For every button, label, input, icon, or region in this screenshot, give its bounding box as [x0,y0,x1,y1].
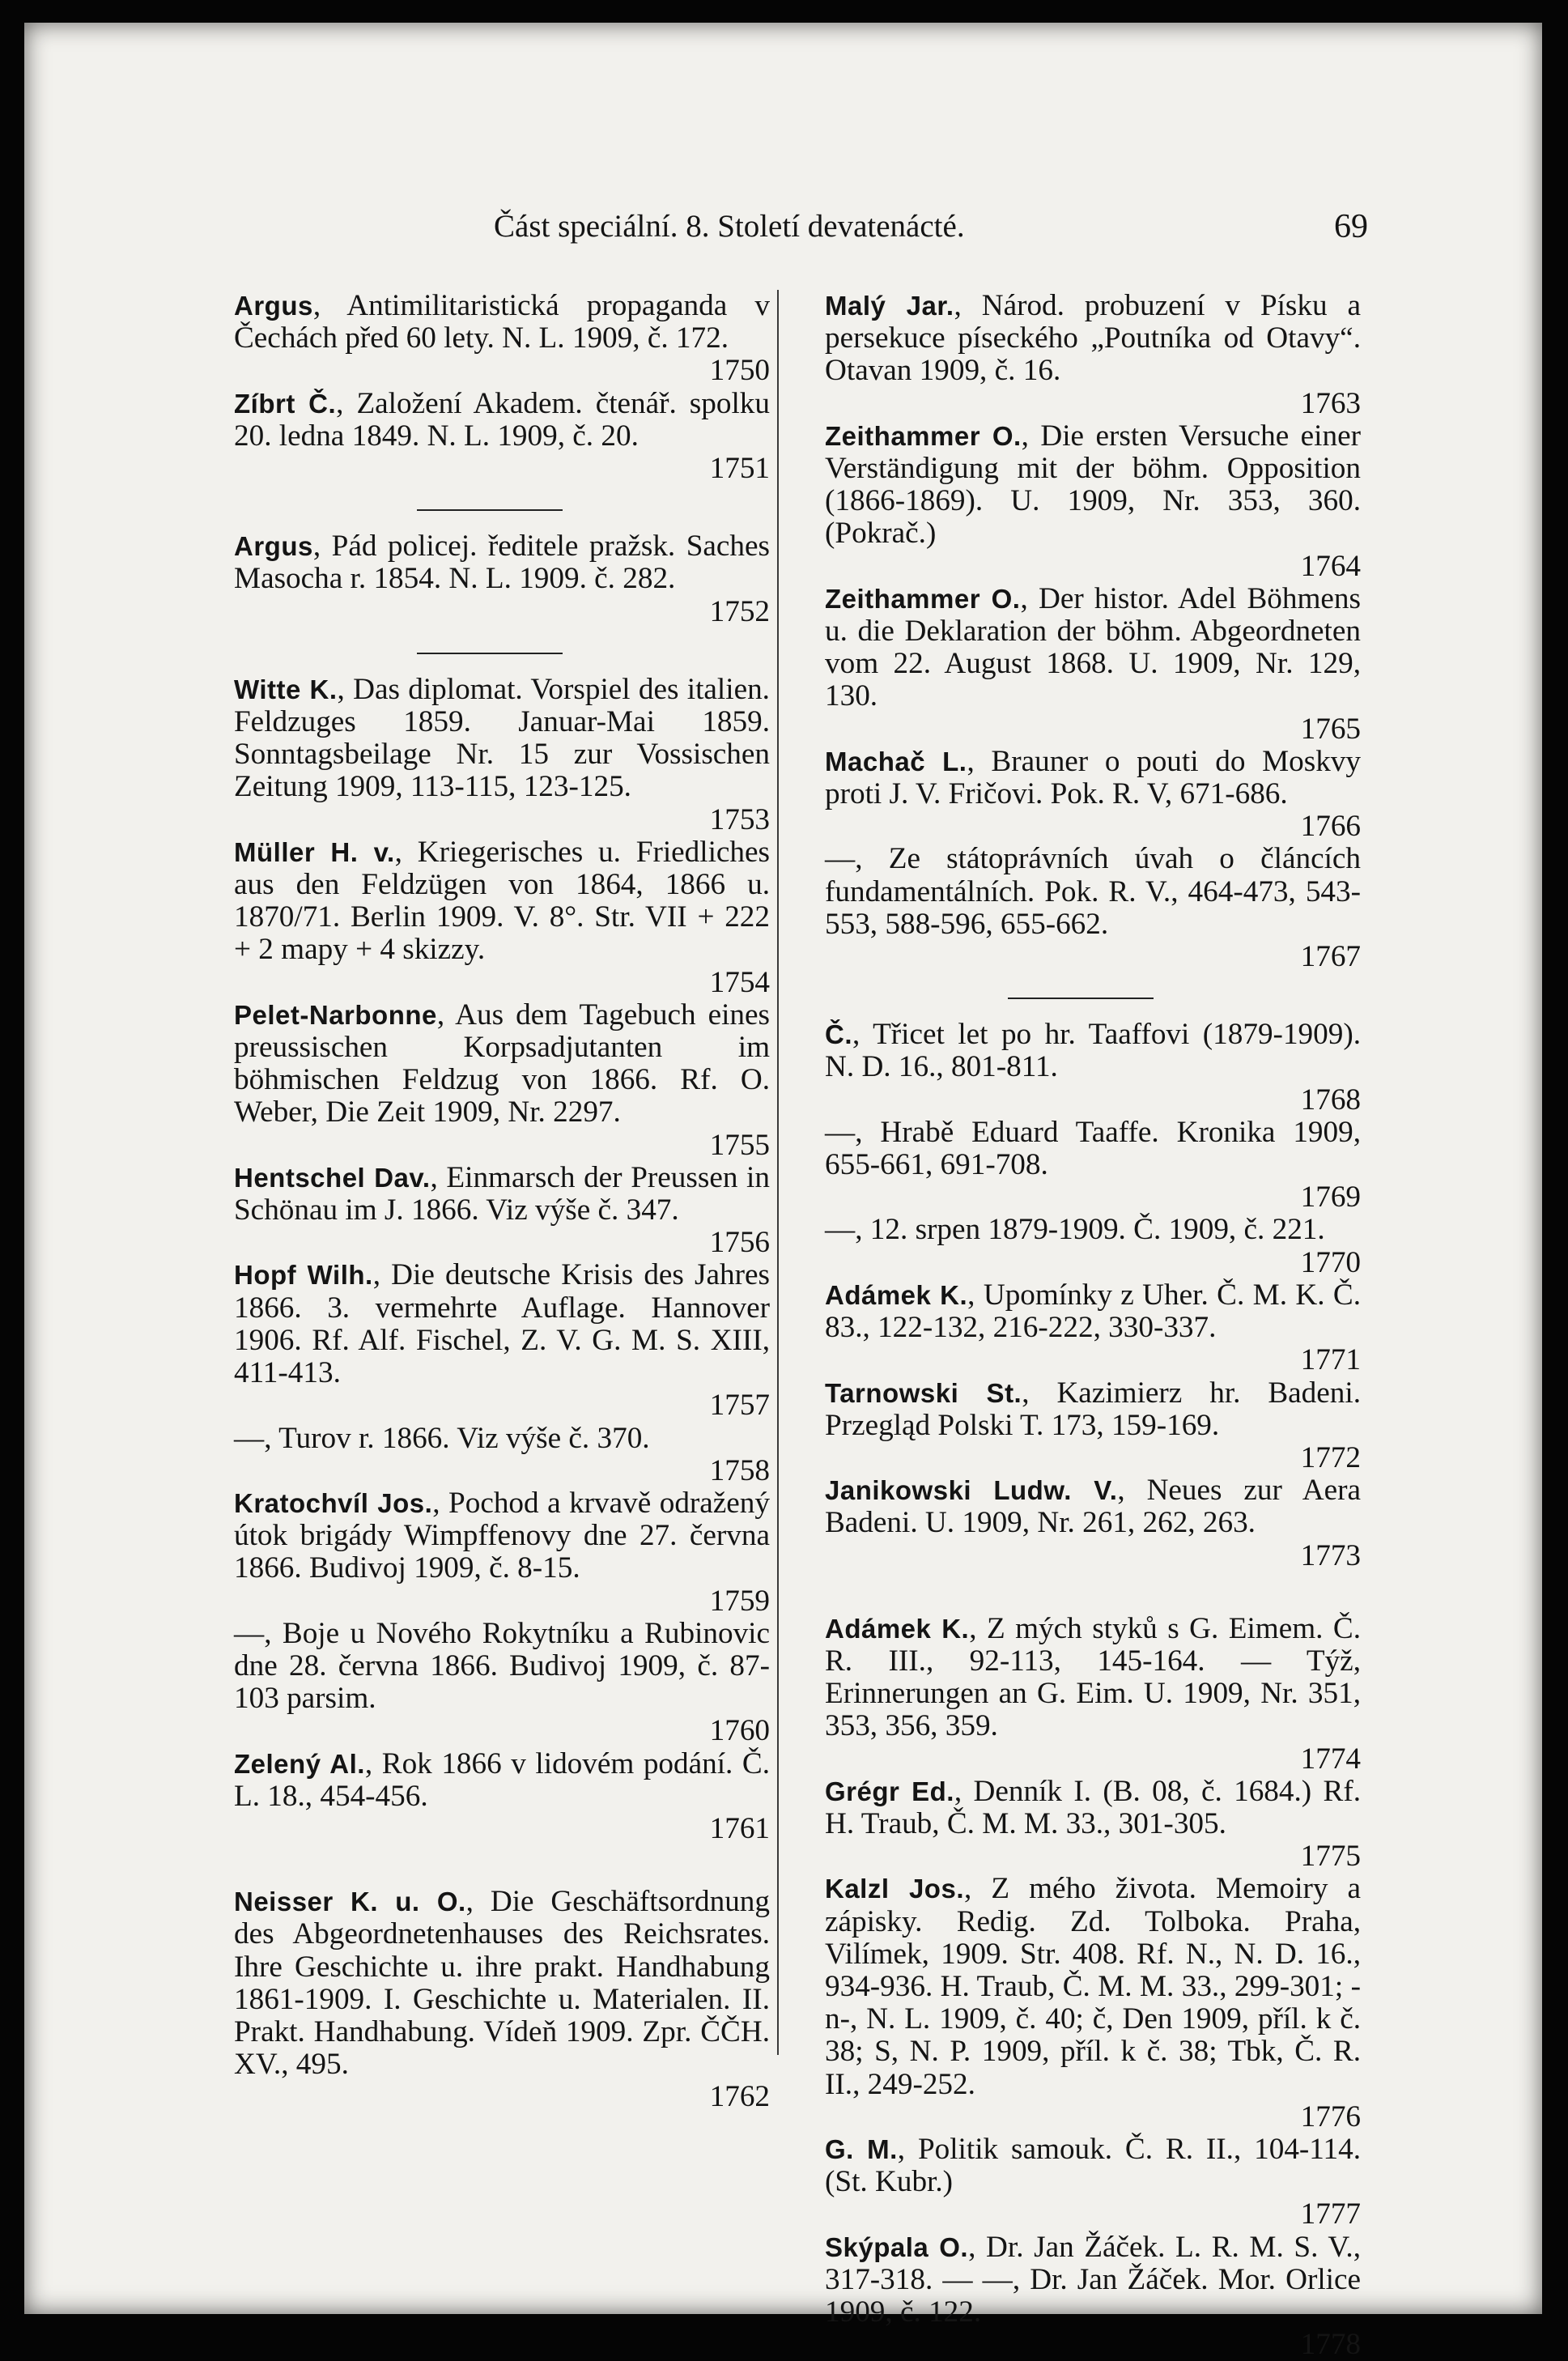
left-column [206,290,773,2114]
bib-entry: Hopf Wilh., Die deutsche Krisis des Jahres 1866. 3. vermehrte Auflage. Hannover 1906. Rf. Alf. Fischel, Z. V. G. M. S. XIII, 411-413. 1757 [234,1258,770,1423]
bib-entry: Neisser K. u. O., Die Geschäftsordnung des Abgeordnetenhauses des Reichsrates. Ihre Geschichte u. ihre prakt. Handhabung 1861-1909. I. Geschichte u. Materialen. II. Prakt. Handhabung. Vídeň 1909. Zpr. ČČH. XV., 495. 1762 [234,1885,770,2114]
bib-entry: Argus, Antimilitaristická propaganda v Čechách před 60 lety. N. L. 1909, č. 172. 1750 [234,289,770,388]
bib-entry: Malý Jar., Národ. probuzení v Písku a persekuce píseckého „Poutníka od Otavy“. Otavan 1909, č. 16. 1763 [825,289,1361,420]
bib-entry: G. M., Politik samouk. Č. R. II., 104-114. (St. Kubr.) 1777 [825,2132,1361,2231]
bib-entry: Janikowski Ludw. V., Neues zur Aera Badeni. U. 1909, Nr. 261, 262, 263. 1773 [825,1474,1361,1572]
bib-entry: —, Hrabě Eduard Taaffe. Kronika 1909, 655-661, 691-708. 1769 [825,1115,1361,1215]
spacer [797,1572,1364,1613]
running-header [186,202,1400,251]
bib-entry: Zíbrt Č., Založení Akadem. čtenář. spolku 20. ledna 1849. N. L. 1909, č. 20. 1751 [234,386,770,486]
bib-entry: Machač L., Brauner o pouti do Moskvy proti J. V. Fričovi. Pok. R. V, 671-686. 1766 [825,744,1361,844]
bib-entry: Kalzl Jos., Z mého života. Memoiry a zápisky. Redig. Zd. Tolboka. Praha, Vilímek, 1909. Str. 408. Rf. N., N. D. 16., 934-936. H. Traub, Č. M. M. 33., 299-301; -n-, N. L. 1909, č. 40; č, Den 1909, příl. k č. 38; S, N. P. 1909, příl. k č. 38; Tbk, Č. R. II., 249-252. 1776 [825,1872,1361,2133]
bib-entry: Witte K., Das diplomat. Vorspiel des italien. Feldzuges 1859. Januar-Mai 1859. Sonntagsbeilage Nr. 15 zur Vossischen Zeitung 1909, 113-115, 123-125. 1753 [234,672,770,836]
spacer [206,1845,773,1886]
bib-entry: —, Boje u Nového Rokytníku a Rubinovic dne 28. června 1866. Budivoj 1909, č. 87-103 parsim. 1760 [234,1616,770,1748]
right-column [797,290,1364,2361]
bib-entry: Argus, Pád policej. ředitele pražsk. Saches Masocha r. 1854. N. L. 1909. č. 282. 1752 [234,530,770,628]
bib-entry: Adámek K., Upomínky z Uher. Č. M. K. Č. 83., 122-132, 216-222, 330-337. 1771 [825,1278,1362,1377]
bib-entry: Skýpala O., Dr. Jan Žáček. L. R. M. S. V., 317-318. — —, Dr. Jan Žáček. Mor. Orlice 1909, č. 122. 1778 [825,2230,1361,2361]
section-divider [417,509,563,511]
bib-entry: Hentschel Dav., Einmarsch der Preussen in Schönau im J. 1866. Viz výše č. 347. 1756 [234,1160,770,1260]
bib-entry: Pelet-Narbonne, Aus dem Tagebuch eines preussischen Korpsadjutanten im böhmischen Feldzug von 1866. Rf. O. Weber, Die Zeit 1909, Nr. 2297. 1755 [234,998,770,1162]
running-title: Část speciální. 8. Století devatenácté. [494,209,965,244]
bib-entry: Grégr Ed., Denník I. (B. 08, č. 1684.) Rf. H. Traub, Č. M. M. 33., 301-305. 1775 [825,1774,1361,1874]
bib-entry: —, 12. srpen 1879-1909. Č. 1909, č. 221. 1770 [825,1213,1361,1279]
bib-entry: Zeithammer O., Die ersten Versuche einer Verständigung mit der böhm. Opposition (1866-1869). U. 1909, Nr. 353, 360. (Pokrač.) 1764 [825,419,1361,583]
bib-entry: Zeithammer O., Der histor. Adel Böhmens u. die Deklaration der böhm. Abgeordneten vom 22. August 1868. U. 1909, Nr. 129, 130. 1765 [825,581,1361,746]
section-divider [417,653,563,654]
bib-entry: Zelený Al., Rok 1866 v lidovém podání. Č. L. 18., 454-456. 1761 [234,1746,770,1845]
bib-entry: —, Ze státoprávních úvah o článcích fundamentálních. Pok. R. V., 464-473, 543-553, 588-596, 655-662. 1767 [825,842,1361,974]
bib-entry: —, Turov r. 1866. Viz výše č. 370. 1758 [234,1421,770,1487]
bib-entry: Adámek K., Z mých styků s G. Eimem. Č. R. III., 92-113, 145-164. — Týž, Erinnerungen an G. Eim. U. 1909, Nr. 351, 353, 356, 359. 1774 [825,1611,1361,1776]
bib-entry: Kratochvíl Jos., Pochod a krvavě odražený útok brigády Wimpffenovy dne 27. června 1866. Budivoj 1909, č. 8-15. 1759 [234,1486,770,1618]
book-page [24,23,1542,2361]
page-number: 69 [1334,208,1368,245]
bib-entry: Tarnowski St., Kazimierz hr. Badeni. Przegląd Polski T. 173, 159-169. 1772 [825,1376,1361,1474]
bib-entry: Müller H. v., Kriegerisches u. Friedliches aus den Feldzügen von 1864, 1866 u. 1870/71. Berlin 1909. V. 8°. Str. VII + 222 + 2 mapy + 4 skizzy. 1754 [234,835,770,999]
section-divider [1008,998,1154,999]
bib-entry: Č., Třicet let po hr. Taaffovi (1879-1909). N. D. 16., 801-811. 1768 [825,1018,1361,1117]
column-rule [777,290,779,2055]
